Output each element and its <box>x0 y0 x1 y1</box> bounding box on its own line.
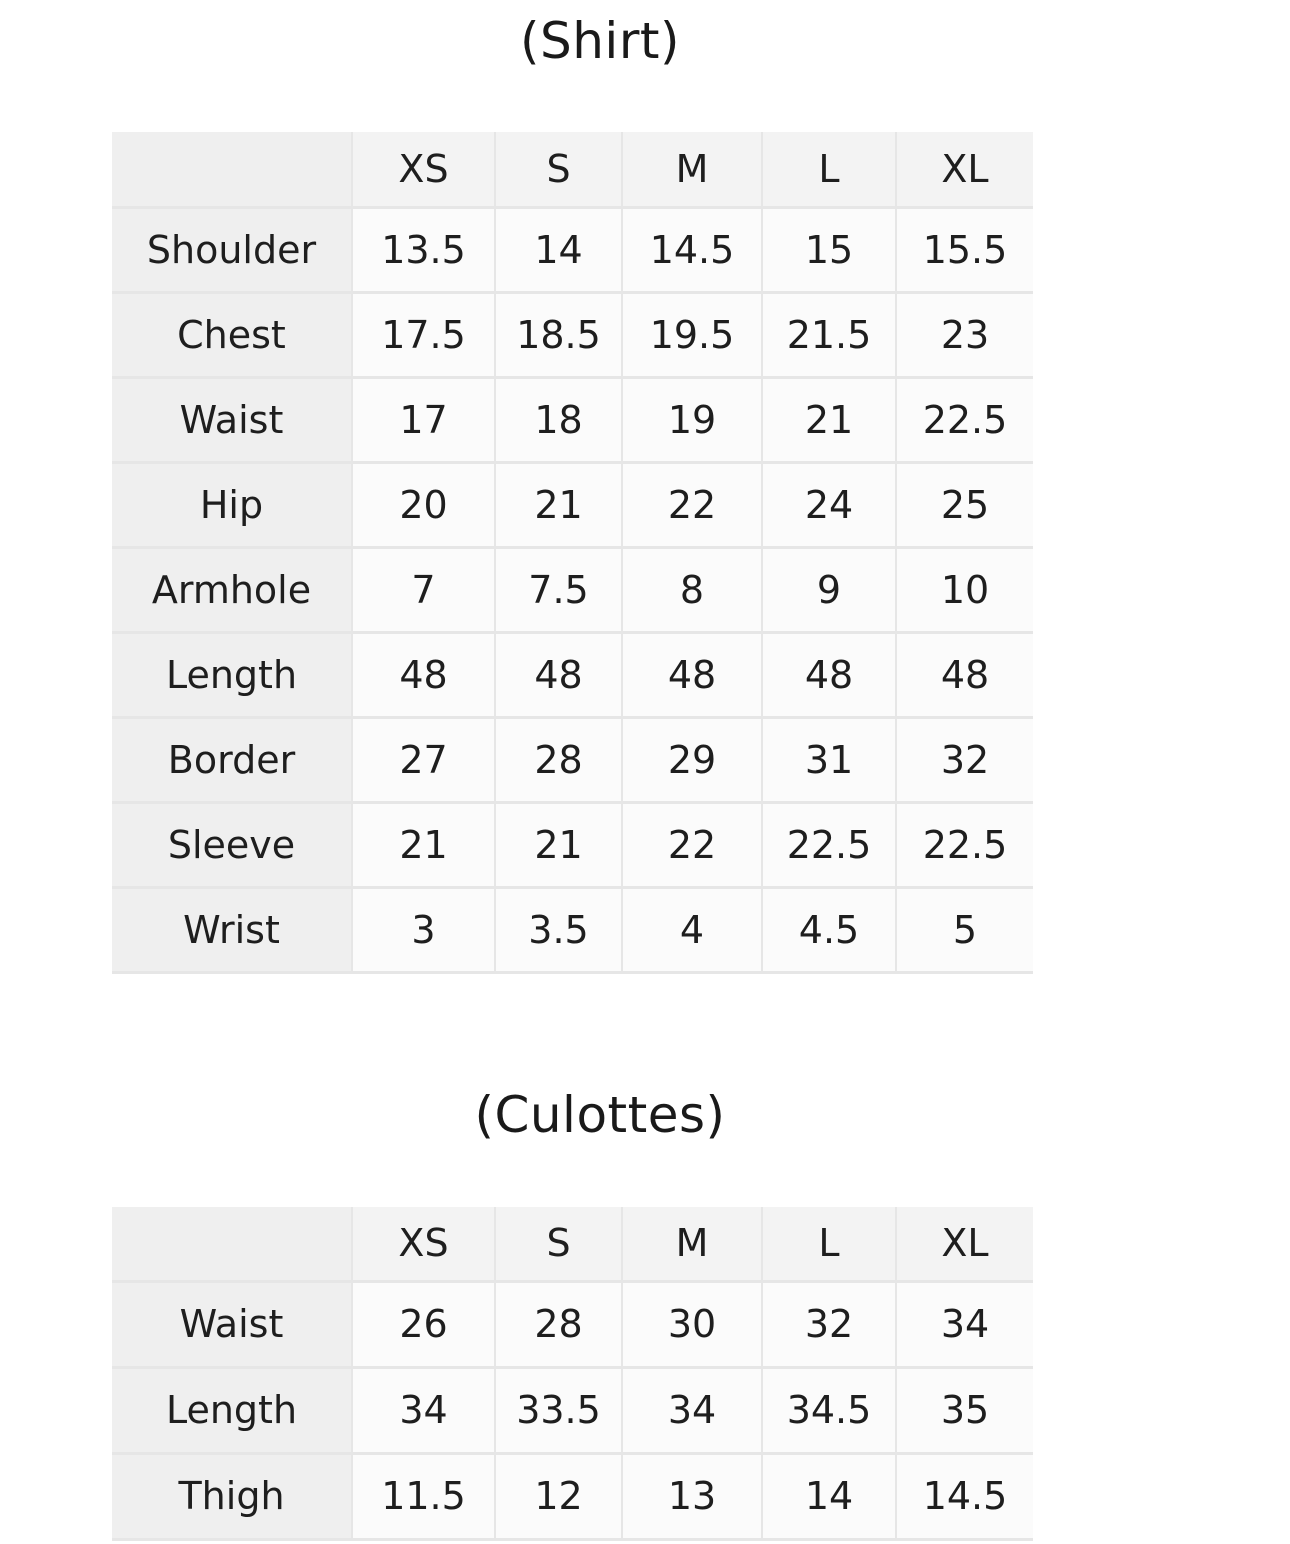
size-value: 19 <box>622 377 762 462</box>
table-header-row <box>112 132 1033 207</box>
size-value: 7 <box>352 547 495 632</box>
size-value: 26 <box>352 1281 495 1367</box>
culottes-section-title: (Culottes) <box>474 1086 726 1144</box>
table-row <box>112 632 1033 717</box>
size-value: 28 <box>495 1281 622 1367</box>
row-label: Hip <box>112 462 352 547</box>
size-value: 3 <box>352 887 495 972</box>
size-value: 21.5 <box>762 292 896 377</box>
size-value: 22.5 <box>896 802 1033 887</box>
size-header-xl: XL <box>896 1207 1033 1281</box>
size-value: 17 <box>352 377 495 462</box>
row-label: Wrist <box>112 887 352 972</box>
size-value: 48 <box>495 632 622 717</box>
size-value: 13 <box>622 1453 762 1539</box>
size-header-l: L <box>762 132 896 207</box>
row-label: Chest <box>112 292 352 377</box>
size-value: 14 <box>495 207 622 292</box>
size-value: 22.5 <box>762 802 896 887</box>
table-row <box>112 1281 1033 1367</box>
size-value: 12 <box>495 1453 622 1539</box>
size-value: 4.5 <box>762 887 896 972</box>
size-value: 25 <box>896 462 1033 547</box>
size-header-xl: XL <box>896 132 1033 207</box>
table-row <box>112 462 1033 547</box>
row-label: Shoulder <box>112 207 352 292</box>
size-header-xs: XS <box>352 1207 495 1281</box>
table-corner-cell <box>112 132 352 207</box>
size-value: 5 <box>896 887 1033 972</box>
table-row <box>112 887 1033 972</box>
size-header-m: M <box>622 132 762 207</box>
size-header-s: S <box>495 132 622 207</box>
row-label: Thigh <box>112 1453 352 1539</box>
size-value: 4 <box>622 887 762 972</box>
size-value: 32 <box>762 1281 896 1367</box>
row-label: Waist <box>112 377 352 462</box>
size-value: 21 <box>495 462 622 547</box>
size-value: 15.5 <box>896 207 1033 292</box>
size-value: 21 <box>762 377 896 462</box>
table-row <box>112 1453 1033 1539</box>
size-value: 15 <box>762 207 896 292</box>
size-value: 29 <box>622 717 762 802</box>
size-value: 48 <box>762 632 896 717</box>
table-row <box>112 377 1033 462</box>
size-value: 3.5 <box>495 887 622 972</box>
size-value: 14.5 <box>896 1453 1033 1539</box>
size-value: 48 <box>352 632 495 717</box>
size-value: 13.5 <box>352 207 495 292</box>
size-value: 23 <box>896 292 1033 377</box>
row-label: Length <box>112 1367 352 1453</box>
row-label: Waist <box>112 1281 352 1367</box>
size-value: 32 <box>896 717 1033 802</box>
table-row <box>112 292 1033 377</box>
size-value: 21 <box>352 802 495 887</box>
size-value: 11.5 <box>352 1453 495 1539</box>
size-value: 10 <box>896 547 1033 632</box>
shirt-size-table <box>112 132 1033 974</box>
size-value: 48 <box>622 632 762 717</box>
size-value: 22 <box>622 462 762 547</box>
size-value: 24 <box>762 462 896 547</box>
size-header-m: M <box>622 1207 762 1281</box>
shirt-section-title: (Shirt) <box>520 12 680 70</box>
row-label: Sleeve <box>112 802 352 887</box>
table-row <box>112 802 1033 887</box>
size-value: 8 <box>622 547 762 632</box>
size-value: 14 <box>762 1453 896 1539</box>
size-value: 31 <box>762 717 896 802</box>
culottes-size-table <box>112 1207 1033 1541</box>
size-value: 27 <box>352 717 495 802</box>
size-value: 34 <box>352 1367 495 1453</box>
row-label: Border <box>112 717 352 802</box>
table-header-row <box>112 1207 1033 1281</box>
size-header-s: S <box>495 1207 622 1281</box>
size-value: 28 <box>495 717 622 802</box>
table-row <box>112 547 1033 632</box>
size-value: 18 <box>495 377 622 462</box>
size-value: 22 <box>622 802 762 887</box>
size-value: 22.5 <box>896 377 1033 462</box>
table-row <box>112 1367 1033 1453</box>
table-row <box>112 207 1033 292</box>
size-value: 35 <box>896 1367 1033 1453</box>
size-value: 18.5 <box>495 292 622 377</box>
size-value: 14.5 <box>622 207 762 292</box>
table-row <box>112 717 1033 802</box>
row-label: Armhole <box>112 547 352 632</box>
size-value: 30 <box>622 1281 762 1367</box>
size-value: 48 <box>896 632 1033 717</box>
size-header-l: L <box>762 1207 896 1281</box>
size-value: 34 <box>896 1281 1033 1367</box>
size-value: 9 <box>762 547 896 632</box>
row-label: Length <box>112 632 352 717</box>
size-value: 20 <box>352 462 495 547</box>
table-corner-cell <box>112 1207 352 1281</box>
size-header-xs: XS <box>352 132 495 207</box>
size-value: 34.5 <box>762 1367 896 1453</box>
size-value: 34 <box>622 1367 762 1453</box>
size-value: 19.5 <box>622 292 762 377</box>
size-value: 7.5 <box>495 547 622 632</box>
size-value: 33.5 <box>495 1367 622 1453</box>
size-value: 21 <box>495 802 622 887</box>
size-value: 17.5 <box>352 292 495 377</box>
